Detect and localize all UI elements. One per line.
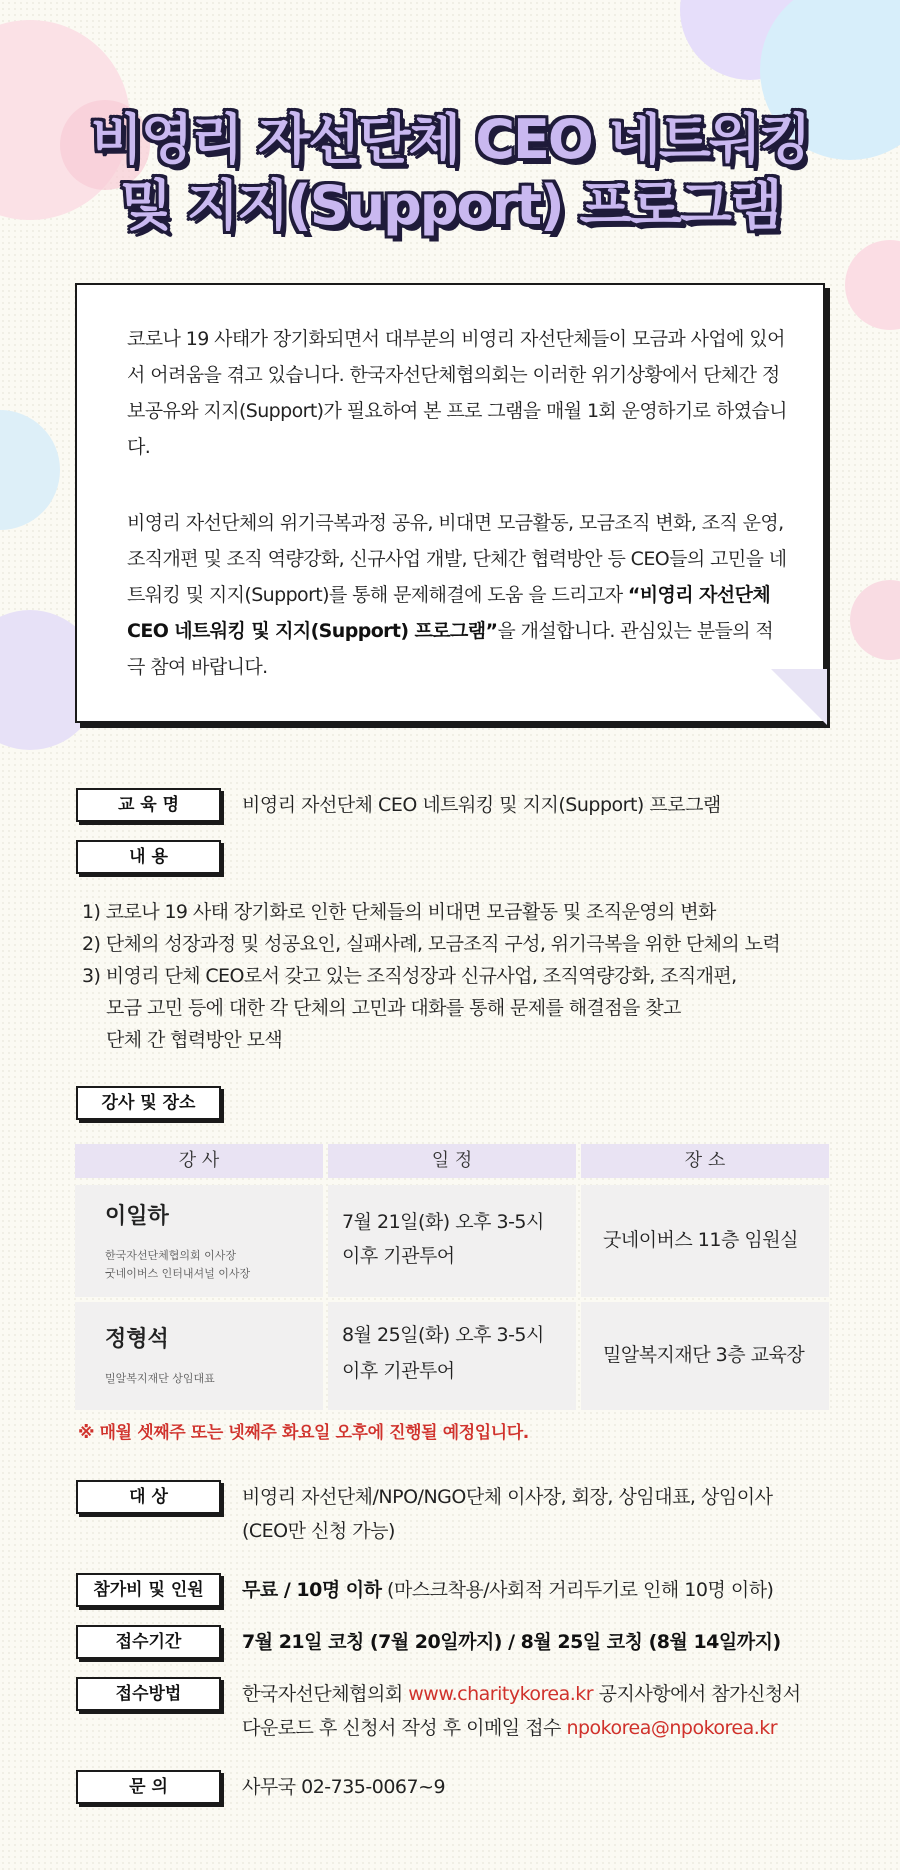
program-name-value: 비영리 자선단체 CEO 네트워킹 및 지지(Support) 프로그램 [242, 794, 721, 816]
content-item-3-cont: 단체 간 협력방안 모색 [106, 1029, 283, 1051]
period-a: 7월 21일 코칭 [242, 1631, 370, 1653]
label-inquiry: 문 의 [76, 1770, 221, 1804]
page-fold-corner [771, 669, 827, 725]
intro-p2-end: 을 개설합니다. 관심있는 분들의 적극 참여 바랍니다. [127, 620, 774, 678]
decor-bubble [0, 410, 60, 530]
table-cell-place [581, 1302, 829, 1410]
label-method: 접수방법 [76, 1677, 221, 1711]
period-sep: / 8월 25일 코칭 [501, 1631, 649, 1653]
table-cell-schedule [328, 1302, 576, 1410]
fee-bold: 무료 / 10명 이하 [242, 1579, 382, 1601]
lecturer-name: 이일하 [105, 1204, 169, 1229]
table-header-schedule: 일 정 [328, 1144, 576, 1178]
target-value-line1: 비영리 자선단체/NPO/NGO단체 이사장, 회장, 상임대표, 상임이사 [242, 1486, 773, 1508]
method-line2 [242, 1711, 777, 1745]
website-link[interactable]: www.charitykorea.kr [408, 1683, 594, 1705]
schedule-notice: ※ 매월 셋째주 또는 넷째주 화요일 오후에 진행될 예정입니다. [78, 1423, 529, 1443]
label-fee: 참가비 및 인원 [76, 1573, 221, 1607]
lecturer-name: 정형석 [105, 1327, 169, 1352]
label-target: 대 상 [76, 1480, 221, 1514]
method-text: 한국자선단체협의회 [242, 1683, 409, 1705]
period-a-deadline: (7월 20일까지) [369, 1631, 502, 1653]
decor-bubble [845, 240, 900, 330]
period-value [242, 1625, 781, 1659]
fee-value [242, 1573, 773, 1607]
fee-rest: (마스크착용/사회적 거리두기로 인해 10명 이하) [381, 1579, 774, 1601]
intro-p2-bold: “비영리 자선단체 CEO 네트워킹 및 지지(Support) 프로그램” [127, 584, 771, 642]
lecturer-title: 한국자선단체협의회 이사장 [105, 1249, 237, 1262]
content-item-3: 3) 비영리 단체 CEO로서 갖고 있는 조직성장과 신규사업, 조직역량강화, 조직개편, [82, 965, 737, 987]
period-b-deadline: (8월 14일까지) [648, 1631, 781, 1653]
place-text: 굿네이버스 11층 임원실 [603, 1229, 798, 1251]
schedule-line: 이후 기관투어 [342, 1360, 455, 1382]
method-text: 다운로드 후 신청서 작성 후 이메일 접수 [242, 1717, 567, 1739]
intro-box [75, 283, 825, 723]
email-link[interactable]: npokorea@npokorea.kr [566, 1717, 778, 1739]
intro-paragraph-2 [127, 505, 787, 685]
label-content: 내 용 [76, 840, 221, 874]
page-title-line2: 및 지지(Support) 프로그램 [119, 174, 781, 237]
target-value-line2: (CEO만 신청 가능) [242, 1520, 395, 1542]
schedule-line: 이후 기관투어 [342, 1245, 455, 1267]
inquiry-value: 사무국 02-735-0067~9 [242, 1776, 446, 1798]
table-cell-place [581, 1185, 829, 1297]
intro-p2-text: 비영리 자선단체의 위기극복과정 공유, 비대면 모금활동, 모금조직 변화, 조직 운영, 조직개편 및 조직 역량강화, 신규사업 개발, 단체간 협력방안 등 CEO들의 고민을 네트워킹 및 지지(Support)를 통해 문제해결에 도움 을 드리고자 [127, 512, 787, 606]
intro-paragraph-1: 코로나 19 사태가 장기화되면서 대부분의 비영리 자선단체들이 모금과 사업에 있어서 어려움을 겪고 있습니다. 한국자선단체협의회는 이러한 위기상황에서 단체간 정보공유와 지지(Support)가 필요하여 본 프로 그램을 매월 1회 운영하기로 하였습니다. [127, 328, 787, 458]
decor-bubble [850, 580, 900, 660]
table-cell-schedule [328, 1185, 576, 1297]
label-lecturers: 강사 및 장소 [76, 1086, 221, 1120]
content-item-1: 1) 코로나 19 사태 장기화로 인한 단체들의 비대면 모금활동 및 조직운영의 변화 [82, 901, 716, 923]
content-item-2: 2) 단체의 성장과정 및 성공요인, 실패사례, 모금조직 구성, 위기극복을 위한 단체의 노력 [82, 933, 781, 955]
table-row [75, 1185, 323, 1297]
table-header-place: 장 소 [581, 1144, 829, 1178]
schedule-line: 8월 25일(화) 오후 3-5시 [342, 1324, 544, 1346]
lecturer-title: 굿네이버스 인터내셔널 이사장 [105, 1267, 251, 1280]
page-title-line1: 비영리 자선단체 CEO 네트워킹 [90, 108, 810, 171]
label-period: 접수기간 [76, 1625, 221, 1659]
place-text: 밀알복지재단 3층 교육장 [603, 1344, 805, 1366]
lecturer-title: 밀알복지재단 상임대표 [105, 1372, 215, 1385]
method-text: 공지사항에서 참가신청서 [593, 1683, 801, 1705]
table-header-lecturer: 강 사 [75, 1144, 323, 1178]
content-item-3-cont: 모금 고민 등에 대한 각 단체의 고민과 대화를 통해 문제를 해결점을 찾고 [106, 997, 681, 1019]
method-line1 [242, 1677, 801, 1711]
table-row [75, 1302, 323, 1410]
schedule-line: 7월 21일(화) 오후 3-5시 [342, 1211, 544, 1233]
label-program-name: 교 육 명 [76, 788, 221, 822]
